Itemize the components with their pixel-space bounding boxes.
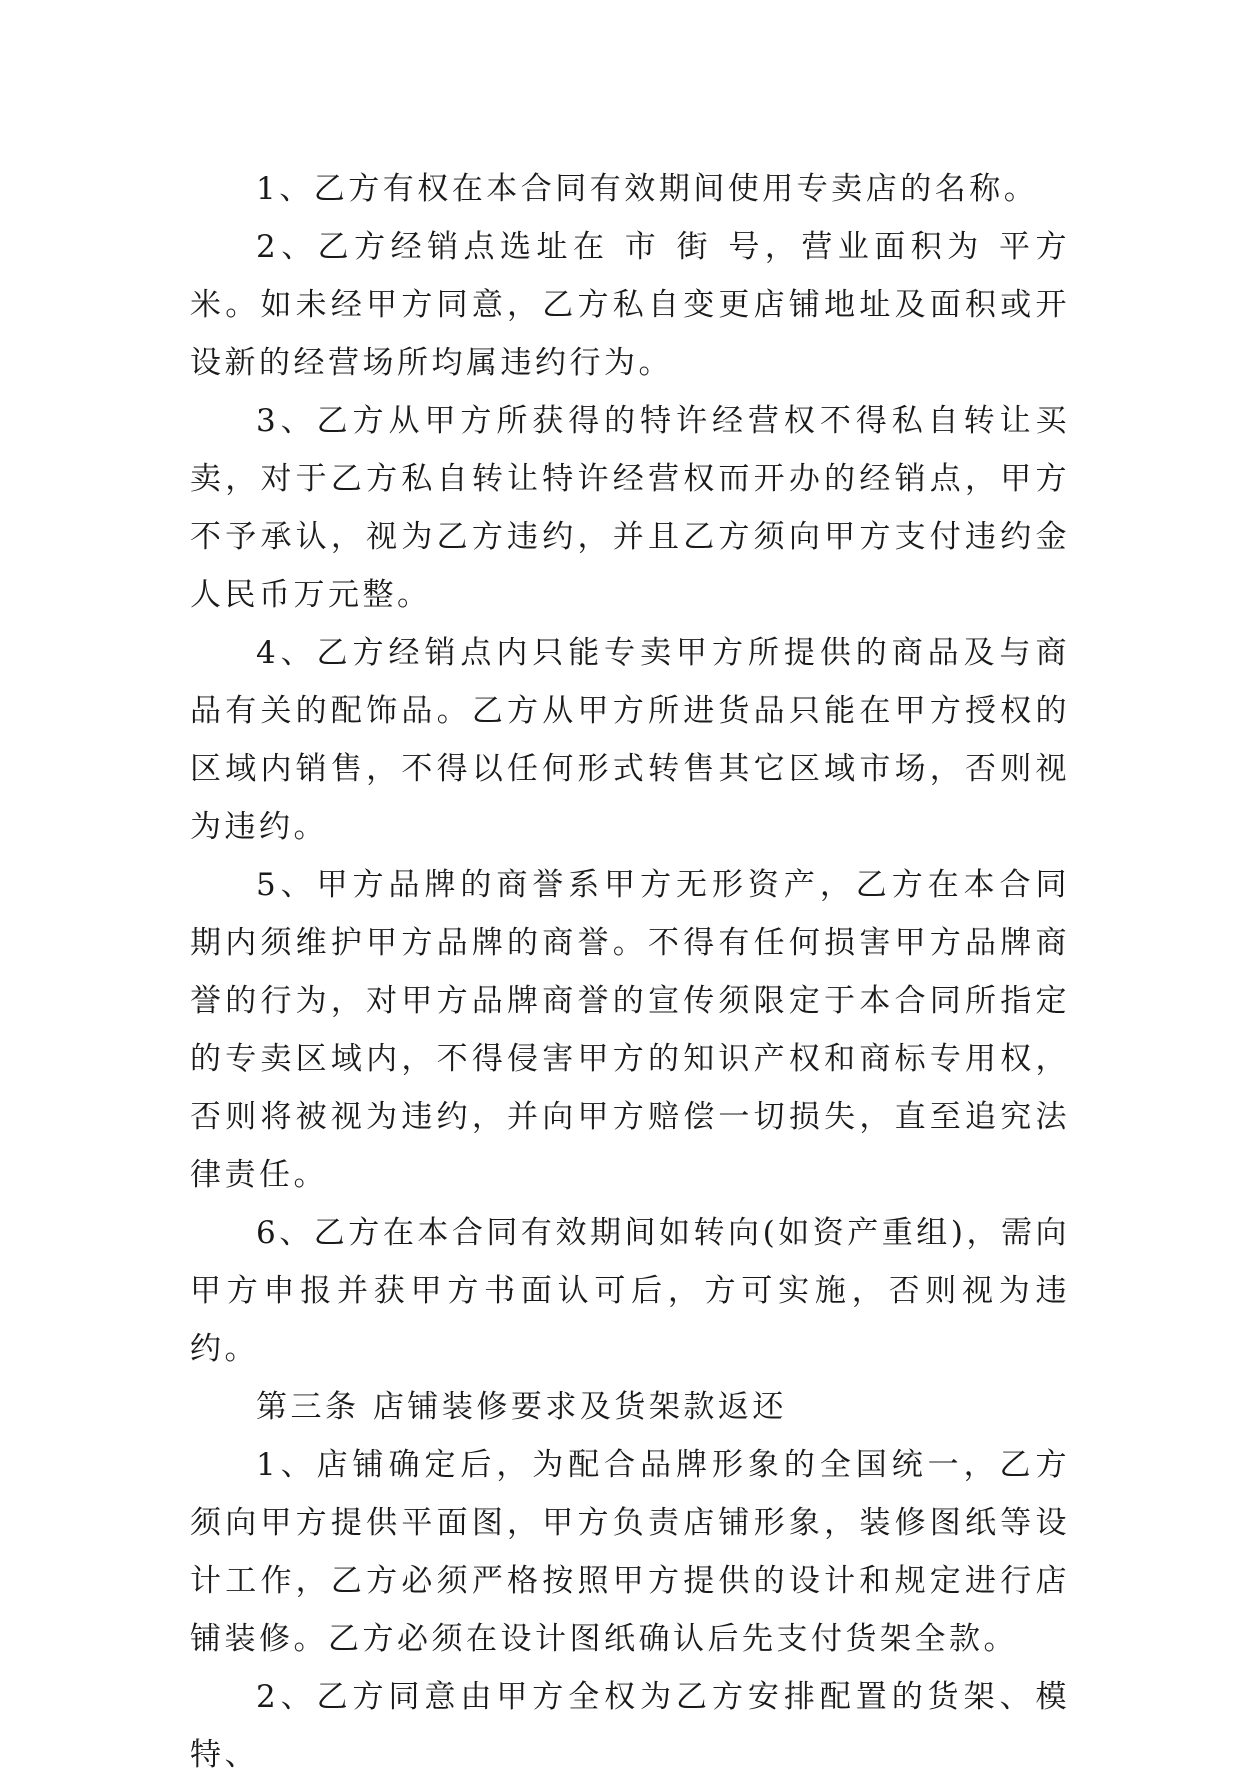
paragraph-3: 3、乙方从甲方所获得的特许经营权不得私自转让买卖，对于乙方私自转让特许经营权而开办的经销点，甲方不予承认，视为乙方违约，并且乙方须向甲方支付违约金人民币万元整。 bbox=[190, 403, 1070, 613]
paragraph-5: 5、甲方品牌的商誉系甲方无形资产，乙方在本合同期内须维护甲方品牌的商誉。不得有任何损害甲方品牌商誉的行为，对甲方品牌商誉的宣传须限定于本合同所指定的专卖区域内，不得侵害甲方的知识产权和商标专用权，否则将被视为违约，并向甲方赔偿一切损失，直至追究法律责任。 bbox=[190, 867, 1070, 1193]
paragraph-article-3-item-1: 1、店铺确定后，为配合品牌形象的全国统一，乙方须向甲方提供平面图，甲方负责店铺形象，装修图纸等设计工作，乙方必须严格按照甲方提供的设计和规定进行店铺装修。乙方必须在设计图纸确认后先支付货架全款。 bbox=[190, 1447, 1070, 1657]
paragraph-4: 4、乙方经销点内只能专卖甲方所提供的商品及与商品有关的配饰品。乙方从甲方所进货品只能在甲方授权的区域内销售，不得以任何形式转售其它区域市场，否则视为违约。 bbox=[190, 635, 1070, 845]
paragraph-article-3-item-2: 2、乙方同意由甲方全权为乙方安排配置的货架、模特、 bbox=[190, 1679, 1070, 1773]
section-heading-article-3: 第三条 店铺装修要求及货架款返还 bbox=[256, 1389, 787, 1425]
paragraph-1: 1、乙方有权在本合同有效期间使用专卖店的名称。 bbox=[256, 171, 1039, 207]
paragraph-6: 6、乙方在本合同有效期间如转向(如资产重组)，需向甲方申报并获甲方书面认可后，方可实施，否则视为违约。 bbox=[190, 1215, 1070, 1367]
paragraph-2: 2、乙方经销点选址在 市 街 号，营业面积为 平方米。如未经甲方同意，乙方私自变更店铺地址及面积或开设新的经营场所均属违约行为。 bbox=[190, 229, 1070, 381]
document-body bbox=[190, 160, 1070, 1784]
